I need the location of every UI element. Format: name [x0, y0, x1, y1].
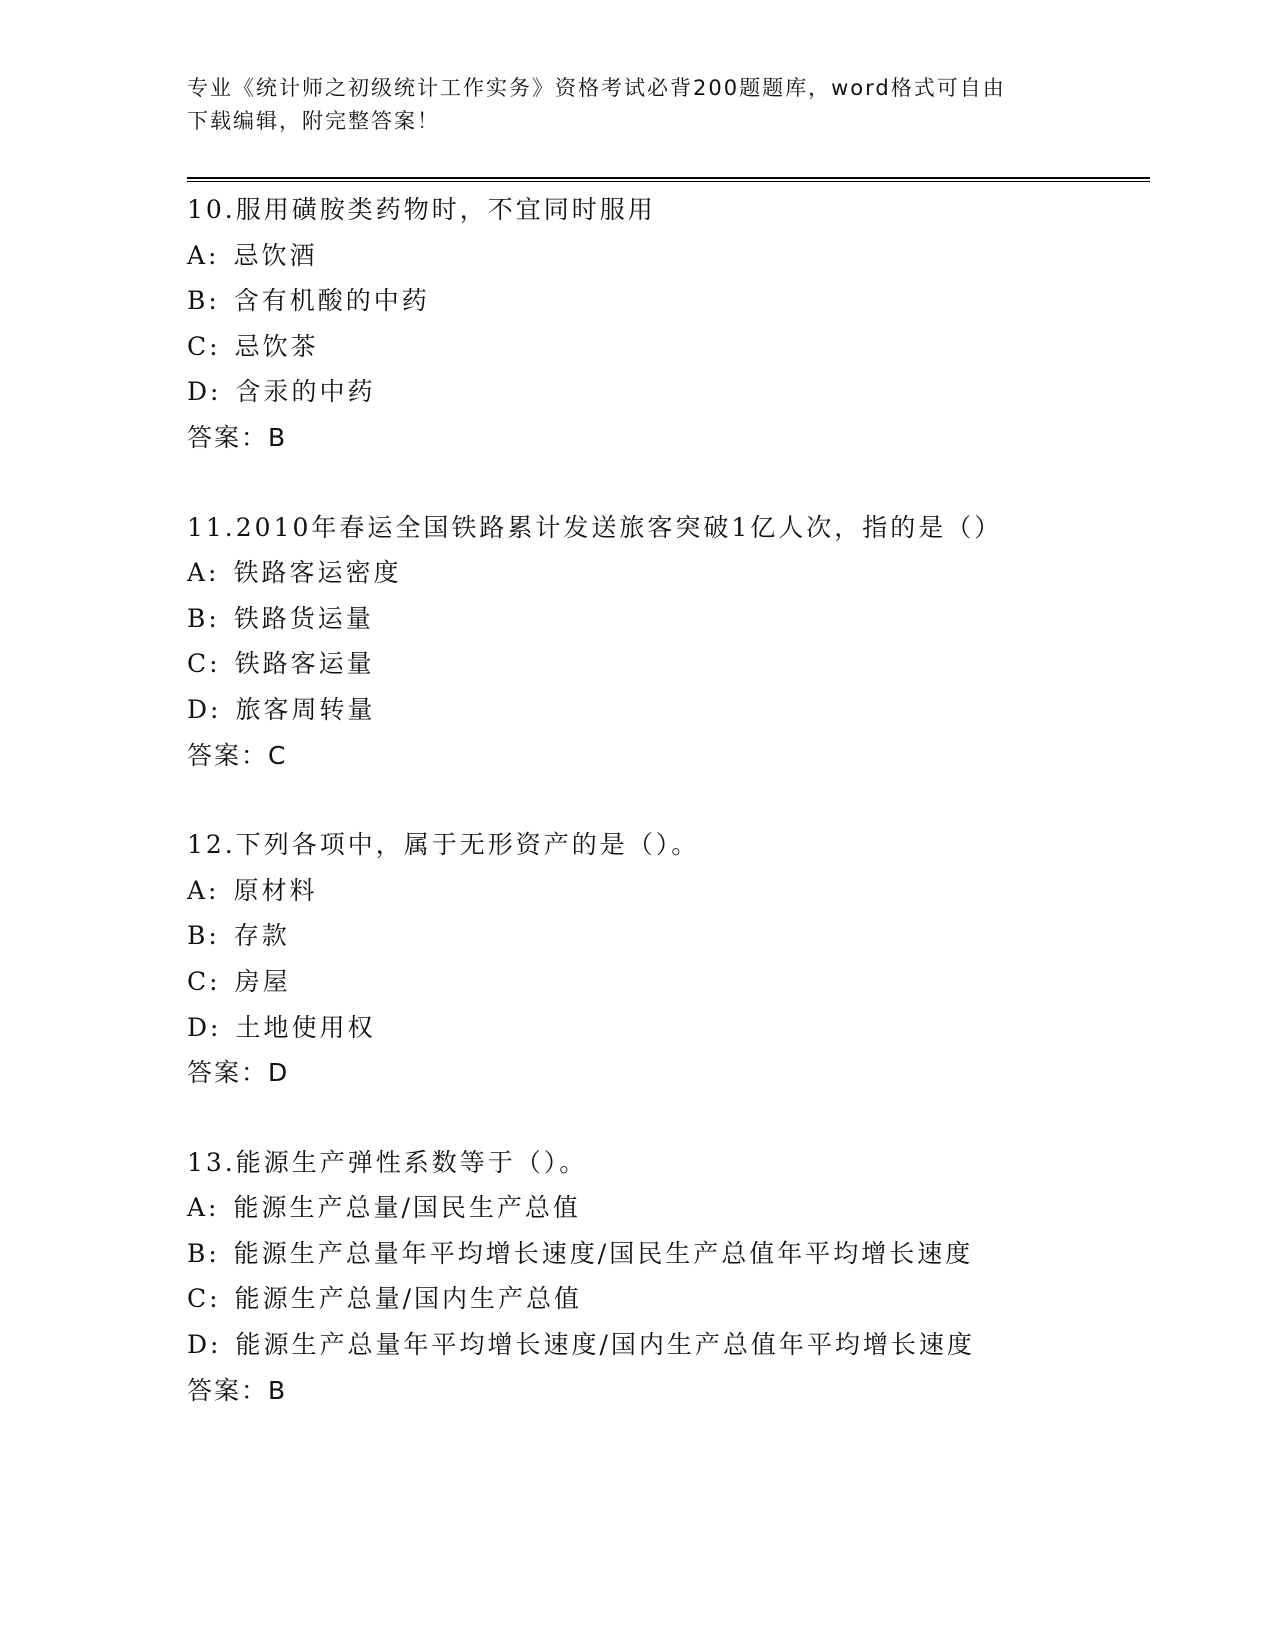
- question-stem: 11.2010年春运全国铁路累计发送旅客突破1亿人次，指的是（）: [187, 512, 1003, 542]
- question-block: [187, 505, 1150, 779]
- option-text: 铁路货运量: [233, 603, 374, 633]
- option-letter: B:: [187, 921, 220, 951]
- option-b: [187, 913, 1150, 959]
- option-d: [187, 1322, 1150, 1368]
- option-text: 能源生产总量/国内生产总值: [234, 1284, 582, 1314]
- option-letter: C:: [187, 966, 221, 996]
- option-text: 能源生产总量年平均增长速度/国内生产总值年平均增长速度: [235, 1330, 975, 1360]
- question-block: [187, 1140, 1150, 1414]
- question-list: [187, 187, 1150, 1457]
- option-text: 忌饮酒: [233, 240, 318, 270]
- option-text: 铁路客运密度: [233, 558, 402, 588]
- question-block: [187, 187, 1150, 461]
- option-c: [187, 959, 1150, 1005]
- option-text: 含汞的中药: [235, 377, 376, 407]
- option-b: [187, 278, 1150, 324]
- header-line-1: 专业《统计师之初级统计工作实务》资格考试必背200题题库，word格式可自由: [187, 76, 1006, 100]
- option-text: 旅客周转量: [235, 694, 376, 724]
- answer-line: 答案：C: [187, 740, 288, 770]
- option-letter: D:: [187, 694, 222, 724]
- option-letter: D:: [187, 377, 222, 407]
- question-stem: 13.能源生产弹性系数等于（）。: [187, 1147, 588, 1177]
- question-stem: 12.下列各项中，属于无形资产的是（）。: [187, 830, 700, 860]
- option-b: [187, 596, 1150, 642]
- option-letter: C:: [187, 1284, 221, 1314]
- answer-line: 答案：B: [187, 422, 288, 452]
- option-text: 存款: [233, 921, 290, 951]
- question-block: [187, 822, 1150, 1096]
- answer-line: 答案：B: [187, 1375, 288, 1405]
- option-letter: C:: [187, 331, 221, 361]
- header-line-2: 下载编辑，附完整答案！: [187, 109, 440, 133]
- option-text: 能源生产总量/国民生产总值: [233, 1193, 581, 1223]
- option-a: [187, 1185, 1150, 1231]
- option-text: 铁路客运量: [234, 649, 375, 679]
- option-a: [187, 233, 1150, 279]
- option-text: 原材料: [233, 875, 318, 905]
- option-letter: B:: [187, 286, 220, 316]
- option-letter: A:: [187, 558, 220, 588]
- option-c: [187, 1276, 1150, 1322]
- option-a: [187, 550, 1150, 596]
- question-stem: 10.服用磺胺类药物时，不宜同时服用: [187, 195, 656, 224]
- option-d: [187, 687, 1150, 733]
- option-letter: B:: [187, 603, 220, 633]
- option-text: 忌饮茶: [234, 331, 319, 361]
- option-b: [187, 1231, 1150, 1277]
- option-d: [187, 1005, 1150, 1051]
- option-c: [187, 324, 1150, 370]
- option-text: 土地使用权: [235, 1012, 376, 1042]
- option-letter: A:: [187, 1193, 220, 1223]
- option-letter: D:: [187, 1330, 222, 1360]
- header-rule-thin: [187, 181, 1150, 182]
- option-d: [187, 369, 1150, 415]
- option-text: 能源生产总量年平均增长速度/国民生产总值年平均增长速度: [233, 1238, 974, 1268]
- option-letter: B:: [187, 1238, 220, 1268]
- answer-line: 答案：D: [187, 1058, 290, 1088]
- option-letter: A:: [187, 240, 220, 270]
- option-a: [187, 868, 1150, 914]
- header-rule-thick: [187, 177, 1150, 179]
- option-letter: C:: [187, 649, 221, 679]
- option-c: [187, 641, 1150, 687]
- option-text: 含有机酸的中药: [233, 286, 430, 316]
- option-text: 房屋: [234, 966, 291, 996]
- option-letter: D:: [187, 1012, 222, 1042]
- document-header: [187, 72, 1087, 138]
- option-letter: A:: [187, 875, 220, 905]
